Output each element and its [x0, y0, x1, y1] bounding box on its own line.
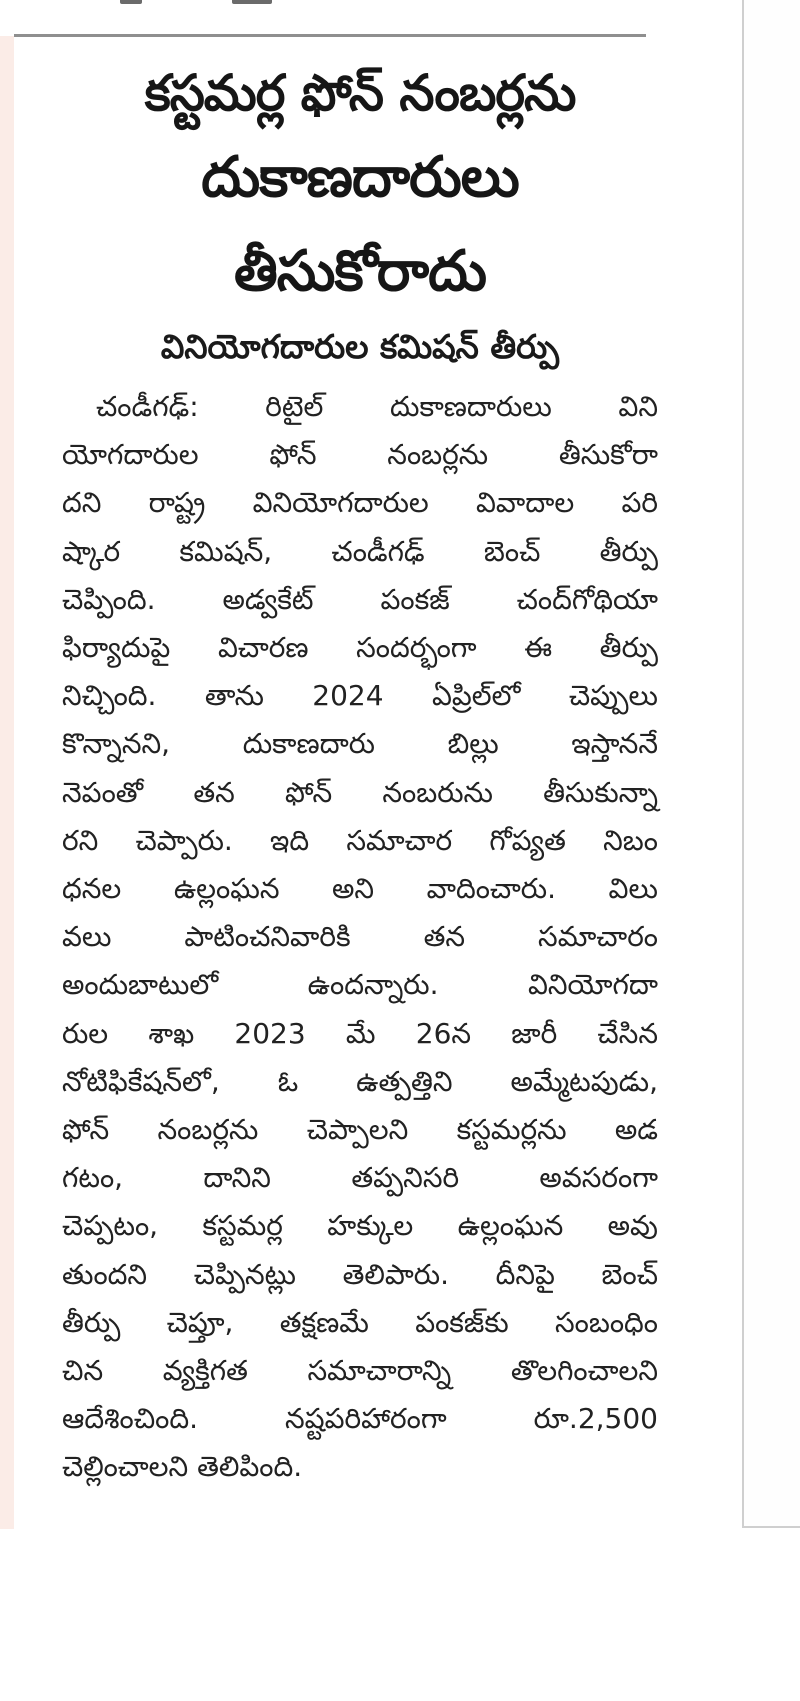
body-line: వలు పాటించనివారికి తన సమాచారం — [62, 920, 658, 954]
body-line: ఫిర్యాదుపై విచారణ సందర్భంగా ఈ తీర్పు — [62, 631, 658, 665]
body-line: గటం, దానిని తప్పనిసరి అవసరంగా — [62, 1161, 658, 1195]
body-line: నోటిఫికేషన్‌లో, ఓ ఉత్పత్తిని అమ్మేటపుడు, — [62, 1064, 658, 1098]
body-line: ఫోన్ నంబర్లను చెప్పాలని కస్టమర్లను అడ — [62, 1113, 658, 1147]
body-line: కొన్నానని, దుకాణదారు బిల్లు ఇస్తాననే — [62, 727, 658, 761]
body-line: నిచ్చింది. తాను 2024 ఏప్రిల్‌లో చెప్పులు — [62, 679, 658, 713]
headline-line-1: కస్టమర్ల ఫోన్ నంబర్లను — [144, 64, 576, 122]
headline-line-2: దుకాణదారులు — [201, 145, 519, 210]
body-line: నెపంతో తన ఫోన్ నంబరును తీసుకున్నా — [62, 775, 658, 809]
body-line: ఆదేశించింది. నష్టపరిహారంగా రూ.2,500 — [62, 1402, 658, 1436]
column-top-rule — [14, 34, 646, 37]
body-line: రుల శాఖ 2023 మే 26న జారీ చేసిన — [62, 1016, 658, 1050]
body-line: రని చెప్పారు. ఇది సమాచార గోప్యత నిబం — [62, 823, 658, 857]
body-line: చిన వ్యక్తిగత సమాచారాన్ని తొలగించాలని — [62, 1354, 658, 1388]
adjacent-column-edge — [742, 0, 800, 1528]
body-line: అందుబాటులో ఉందన్నారు. వినియోగదా — [62, 968, 658, 1002]
body-line: దని రాష్ట్ర వినియోగదారుల వివాదాల పరి — [62, 486, 658, 520]
news-article — [60, 55, 660, 1492]
article-body — [60, 383, 660, 1492]
body-line: ష్కార కమిషన్, చండీగఢ్ బెంచ్ తీర్పు — [62, 534, 658, 568]
headline — [60, 55, 660, 319]
subheadline: వినియోగదారుల కమిషన్ తీర్పు — [160, 327, 560, 366]
body-line: చెప్పింది. అడ్వకేట్ పంకజ్ చంద్‌గోథియా — [62, 582, 658, 616]
headline-line-3: తీసుకోరాదు — [233, 239, 487, 304]
body-line: ధనల ఉల్లంఘన అని వాదించారు. విలు — [62, 872, 658, 906]
body-line: చెప్పటం, కస్టమర్ల హక్కుల ఉల్లంఘన అవు — [62, 1209, 658, 1243]
body-line: తుందని చెప్పినట్లు తెలిపారు. దీనిపై బెంచ్ — [62, 1257, 658, 1291]
cropped-previous-article-fragment — [120, 0, 300, 6]
page-margin-tint — [0, 36, 14, 1529]
body-line: చండీగఢ్: రిటైల్ దుకాణదారులు విని — [96, 390, 658, 423]
body-line: యోగదారుల ఫోన్ నంబర్లను తీసుకోరా — [62, 438, 658, 472]
body-line: తీర్పు చెప్తూ, తక్షణమే పంకజ్‌కు సంబంధిం — [62, 1305, 658, 1339]
body-line: చెల్లించాలని తెలిపింది. — [62, 1450, 303, 1484]
